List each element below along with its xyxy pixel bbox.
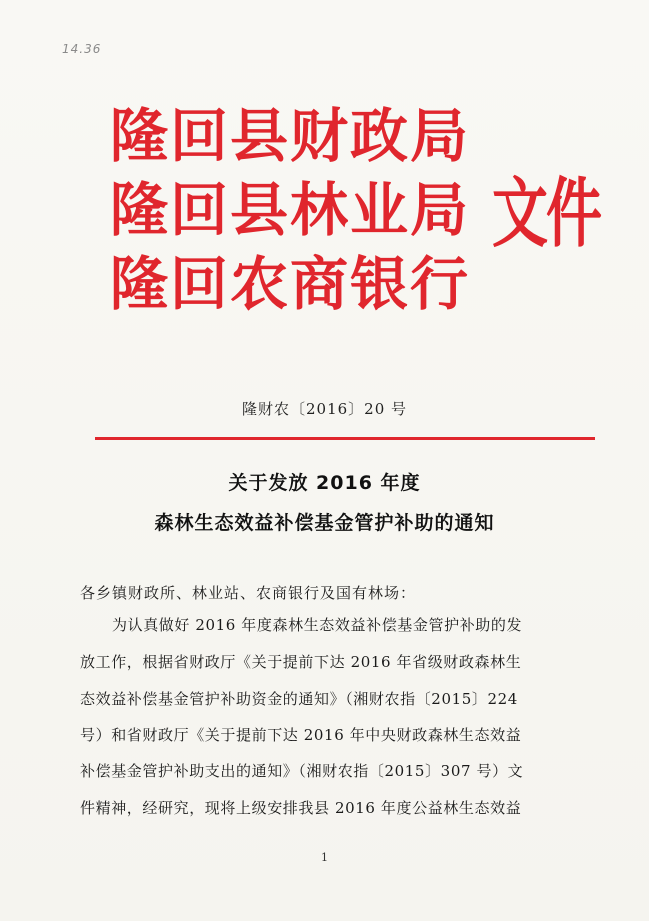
body-line: 号）和省财政厅《关于提前下达 2016 年中央财政森林生态效益 (80, 726, 522, 744)
issuer-forestry-bureau: 隆回县林业局 (110, 176, 471, 244)
document-number: 隆财农〔2016〕20 号 (241, 400, 408, 418)
body-line: 件精神，经研究，现将上级安排我县 2016 年度公益林生态效益 (80, 799, 522, 817)
red-separator-rule (95, 437, 595, 440)
page-number: 1 (321, 851, 328, 864)
notice-title-line-2: 森林生态效益补偿基金管护补助的通知 (154, 512, 495, 534)
body-line: 为认真做好 2016 年度森林生态效益补偿基金管护补助的发 (112, 616, 523, 634)
handwritten-note: 14.36 (62, 42, 102, 56)
recipient-line: 各乡镇财政所、林业站、农商银行及国有林场： (80, 584, 417, 602)
issuer-finance-bureau: 隆回县财政局 (110, 102, 471, 170)
issuer-rural-bank: 隆回农商银行 (110, 250, 471, 318)
body-line: 补偿基金管护补助支出的通知》（湘财农指〔2015〕307 号）文 (80, 762, 524, 780)
notice-title-line-1: 关于发放 2016 年度 (228, 472, 421, 494)
body-line: 态效益补偿基金管护补助资金的通知》（湘财农指〔2015〕224 (80, 690, 518, 708)
body-line: 放工作，根据省财政厅《关于提前下达 2016 年省级财政森林生 (80, 653, 522, 671)
document-type-label: 文件 (492, 170, 600, 259)
